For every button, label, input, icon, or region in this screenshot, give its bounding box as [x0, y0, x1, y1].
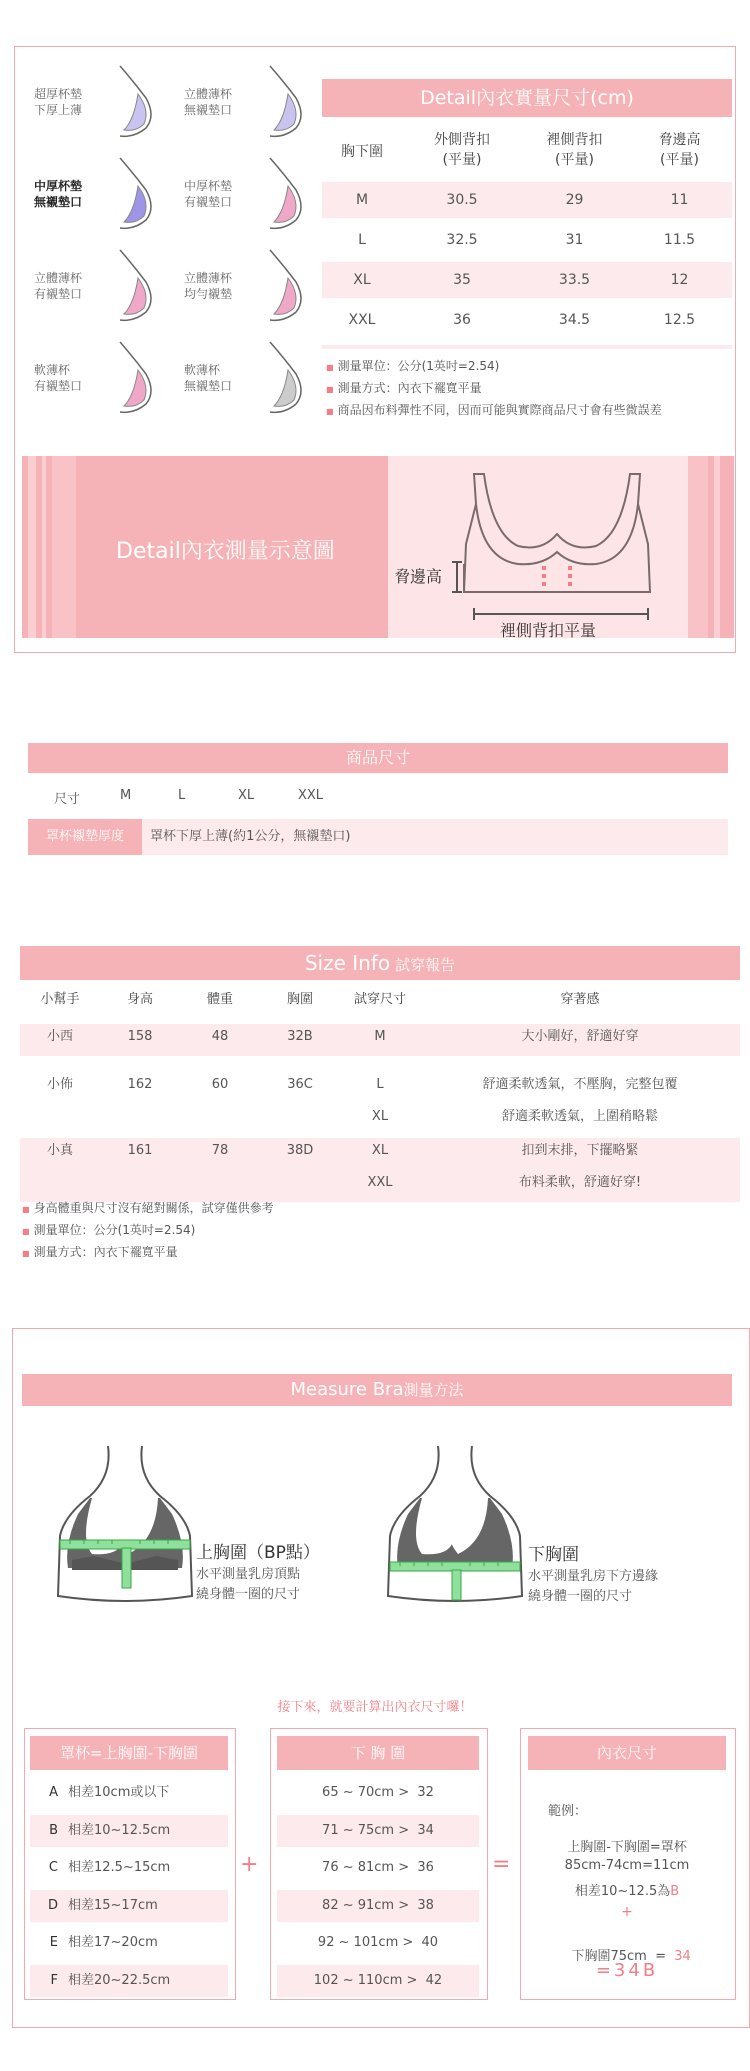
cup-type-grid	[20, 60, 310, 440]
detail-table-cell: 33.5	[558, 272, 591, 288]
calc-prompt: 接下來，就要計算出內衣尺寸囉！	[277, 1700, 473, 1715]
lower-bust-desc: 水平測量乳房下方邊緣 繞身體一圈的尺寸	[528, 1569, 659, 1604]
size-info-cell: 38D	[286, 1143, 314, 1158]
cup-range: 相差12.5~15cm	[68, 1860, 171, 1875]
cup-profile-icon	[262, 156, 312, 236]
note-item	[326, 400, 736, 422]
measure-title-zh: 測量方法	[403, 1381, 464, 1399]
size-info-cell: 小佈	[46, 1077, 73, 1092]
detail-table-cell: 35	[453, 272, 471, 288]
example-line1: 上胸圍-下胸圍=罩杯	[567, 1840, 687, 1855]
example-line4	[528, 1930, 726, 1964]
size-info-cell: 161	[127, 1143, 153, 1158]
size-info-title-en: Size Info	[304, 951, 391, 975]
size-info-cell	[260, 1102, 340, 1132]
note-text: 測量方式：內衣下襬寬平量	[337, 381, 482, 395]
note-text: 測量方式：內衣下襬寬平量	[33, 1245, 178, 1259]
cup-profile-icon	[112, 248, 162, 328]
cup-type-item	[170, 60, 320, 152]
detail-header-cell: 外側背扣 (平量)	[434, 132, 490, 168]
detail-table-cell: 34.5	[558, 312, 591, 328]
detail-table-cell: 11	[670, 192, 689, 208]
cup-type-label: 軟薄杯 有襯墊口	[34, 363, 83, 393]
size-info-title-zh: 試穿報告	[395, 956, 456, 974]
example-label: 範例：	[548, 1804, 588, 1819]
bullet-icon: ■	[326, 363, 334, 372]
size-option: XXL	[298, 788, 324, 803]
note-text: 身高體重與尺寸沒有絕對關係，試穿僅供參考	[33, 1201, 274, 1215]
size-info-cell: 小西	[46, 1029, 73, 1044]
size-row-label: 尺寸	[54, 792, 81, 807]
example-line4-band: 34	[674, 1949, 691, 1964]
cup-range: 相差10cm或以下	[68, 1785, 170, 1800]
size-info-cell: L	[376, 1077, 384, 1092]
size-info-cell: 小真	[46, 1143, 73, 1158]
cup-letter: A	[49, 1785, 58, 1800]
cup-profile-icon	[112, 340, 162, 420]
note-item	[22, 1198, 522, 1220]
size-info-cell: XL	[371, 1143, 389, 1158]
detail-table-cell: 30.5	[446, 192, 478, 208]
cup-type-label: 立體薄杯 有襯墊口	[34, 271, 83, 301]
size-info-cell: 舒適柔軟透氣，上圍稍略鬆	[501, 1109, 658, 1124]
note-text: 商品因布料彈性不同，因而可能與實際商品尺寸會有些微誤差	[337, 403, 662, 417]
cup-range: 相差17~20cm	[68, 1935, 158, 1950]
cup-type-label: 軟薄杯 無襯墊口	[184, 363, 233, 393]
result-box-title: 內衣尺寸	[528, 1736, 726, 1770]
size-info-header: 體重	[206, 992, 233, 1007]
measure-title	[22, 1374, 732, 1406]
cup-letter: C	[48, 1860, 58, 1875]
cup-range: 相差10~12.5cm	[68, 1822, 171, 1838]
example-line3-prefix: 相差10~12.5為	[574, 1884, 671, 1899]
diagram-stripe-right	[688, 456, 708, 638]
cup-type-label: 立體薄杯 無襯墊口	[184, 87, 233, 117]
diagram-stripe-right2	[714, 456, 720, 638]
note-item	[22, 1220, 522, 1242]
size-info-cell: 32B	[287, 1029, 313, 1044]
detail-header-cell: 胸下圍	[341, 144, 383, 160]
example-result: =34B	[595, 1960, 659, 1981]
cup-type-label: 立體薄杯 均勻襯墊	[184, 271, 233, 301]
cup-letter: B	[49, 1822, 58, 1838]
size-info-cell: 扣到末排，下擺略緊	[521, 1143, 639, 1158]
cup-profile-icon	[112, 156, 162, 236]
cup-profile-icon	[262, 248, 312, 328]
example-line3	[528, 1880, 726, 1899]
example-plus: +	[621, 1904, 633, 1920]
band-row: 92 ~ 101cm > 40	[317, 1935, 439, 1950]
bullet-icon: ■	[22, 1249, 30, 1258]
side-height-label: 脅邊高	[394, 567, 443, 586]
lower-bust-title: 下胸圍	[528, 1545, 579, 1565]
size-info-table	[20, 988, 740, 1198]
product-size-title: 商品尺寸	[28, 743, 728, 773]
band-row: 76 ~ 81cm > 36	[322, 1860, 434, 1875]
example-line2: 85cm-74cm=11cm	[564, 1858, 690, 1873]
detail-table-cell: 32.5	[446, 232, 478, 248]
size-info-cell: 舒適柔軟透氣，不壓胸，完整包覆	[482, 1077, 678, 1092]
detail-table-cell: 12.5	[663, 312, 696, 328]
cup-row	[30, 1890, 228, 1922]
note-item	[22, 1242, 522, 1264]
cup-row	[30, 1965, 228, 1997]
detail-table-cell: XXL	[348, 312, 376, 328]
band-row: 102 ~ 110cm > 42	[277, 1965, 479, 1997]
cup-row	[30, 1815, 228, 1847]
size-info-cell: XXL	[367, 1175, 393, 1190]
cup-type-item	[20, 244, 170, 336]
cup-type-item	[170, 244, 320, 336]
size-info-title	[20, 946, 740, 980]
upper-bust-title: 上胸圍（BP點）	[196, 1543, 320, 1563]
cup-profile-icon	[112, 64, 162, 144]
size-option: M	[120, 788, 132, 803]
detail-header-cell: 裡側背扣 (平量)	[546, 132, 603, 168]
cup-row	[30, 1927, 228, 1959]
size-info-cell	[100, 1102, 180, 1132]
equals-sign: =	[492, 1852, 511, 1877]
upper-bust-figure	[50, 1436, 200, 1606]
measure-diagram	[22, 456, 734, 638]
note-text: 測量單位：公分(1英吋=2.54)	[33, 1223, 196, 1237]
size-info-header: 身高	[126, 992, 153, 1007]
size-info-cell: 158	[127, 1029, 153, 1044]
size-option: L	[178, 788, 186, 803]
detail-table-bottom-line	[322, 345, 732, 349]
detail-table-cell: XL	[353, 272, 371, 288]
cup-type-item	[170, 336, 320, 428]
inner-back-label: 裡側背扣平量	[500, 621, 597, 640]
detail-table-title: Detail內衣實量尺寸(cm)	[322, 79, 732, 117]
size-info-cell	[100, 1168, 180, 1198]
size-info-cell: 162	[127, 1077, 153, 1092]
pad-value: 罩杯下厚上薄(約1公分，無襯墊口)	[150, 829, 351, 844]
size-info-cell: 布料柔軟，舒適好穿!	[518, 1175, 642, 1190]
size-info-cell	[20, 1168, 100, 1198]
size-info-cell	[180, 1168, 260, 1198]
bullet-icon: ■	[326, 407, 334, 416]
cup-range: 相差15~17cm	[68, 1897, 158, 1913]
cup-row	[30, 1852, 228, 1884]
cup-letter: E	[49, 1935, 58, 1950]
diagram-title: Detail內衣測量示意圖	[116, 539, 335, 564]
size-info-header: 穿著感	[560, 992, 600, 1007]
cup-range: 相差20~22.5cm	[68, 1972, 171, 1988]
size-info-cell: 48	[211, 1029, 229, 1044]
size-info-cell: 大小剛好，舒適好穿	[521, 1029, 639, 1044]
bullet-icon: ■	[22, 1205, 30, 1214]
detail-table-cell: 29	[565, 192, 584, 208]
note-text: 測量單位：公分(1英吋=2.54)	[337, 359, 500, 373]
detail-table-cell: 36	[453, 312, 471, 328]
cup-type-item	[20, 60, 170, 152]
band-row: 71 ~ 75cm > 34	[277, 1815, 479, 1847]
measure-title-en: Measure Bra	[290, 1379, 404, 1400]
size-info-cell: M	[374, 1029, 386, 1044]
note-item	[326, 378, 736, 400]
cup-type-item	[170, 152, 320, 244]
upper-bust-desc: 水平測量乳房頂點 繞身體一圈的尺寸	[196, 1567, 301, 1602]
lower-bust-figure	[380, 1436, 530, 1606]
cup-type-label: 中厚杯墊 無襯墊口	[34, 179, 83, 209]
detail-table-cell: 11.5	[663, 232, 696, 248]
detail-table-cell: 12	[670, 272, 689, 288]
size-info-header: 小幫手	[40, 992, 80, 1007]
bullet-icon: ■	[22, 1227, 30, 1236]
diagram-stripe-left2	[42, 456, 46, 638]
bullet-icon: ■	[326, 385, 334, 394]
note-item	[326, 356, 736, 378]
size-info-cell: 60	[211, 1077, 229, 1092]
cup-letter: F	[50, 1972, 58, 1988]
cup-type-item	[20, 336, 170, 428]
detail-table	[322, 122, 732, 352]
cup-type-label: 超厚杯墊 下厚上薄	[34, 87, 83, 117]
size-info-header: 試穿尺寸	[353, 992, 406, 1007]
cup-box-title: 罩杯=上胸圍-下胸圍	[30, 1736, 228, 1770]
pad-label: 罩杯襯墊厚度	[28, 819, 142, 855]
size-info-header: 胸圍	[286, 992, 313, 1007]
size-info-cell	[260, 1168, 340, 1198]
detail-table-cell: 31	[565, 232, 584, 248]
cup-profile-icon	[262, 340, 312, 420]
bra-outline-illustration	[382, 464, 672, 634]
detail-table-cell: L	[358, 232, 366, 248]
size-info-cell	[20, 1102, 100, 1132]
size-info-cell: 78	[211, 1143, 229, 1158]
size-option: XL	[238, 788, 255, 803]
cup-profile-icon	[262, 64, 312, 144]
detail-header-cell: 脅邊高 (平量)	[658, 132, 701, 168]
size-info-cell: 36C	[287, 1077, 313, 1092]
diagram-stripe-left3	[52, 456, 76, 638]
example-line3-cup: B	[670, 1884, 680, 1899]
band-row: 82 ~ 91cm > 38	[277, 1890, 479, 1922]
detail-notes	[326, 356, 736, 422]
example-line4-prefix: 下胸圍75cm =	[571, 1949, 675, 1964]
size-info-notes	[22, 1198, 522, 1264]
cup-type-label: 中厚杯墊 有襯墊口	[184, 179, 233, 209]
band-box-title: 下 胸 圍	[277, 1736, 479, 1770]
cup-letter: D	[47, 1897, 58, 1913]
plus-sign: +	[240, 1852, 259, 1877]
size-info-cell	[180, 1102, 260, 1132]
band-row: 65 ~ 70cm > 32	[322, 1785, 434, 1800]
cup-type-item	[20, 152, 170, 244]
detail-table-cell: M	[355, 192, 369, 208]
size-info-cell: XL	[371, 1109, 389, 1124]
diagram-stripe-left	[28, 456, 36, 638]
cup-row	[30, 1777, 228, 1809]
